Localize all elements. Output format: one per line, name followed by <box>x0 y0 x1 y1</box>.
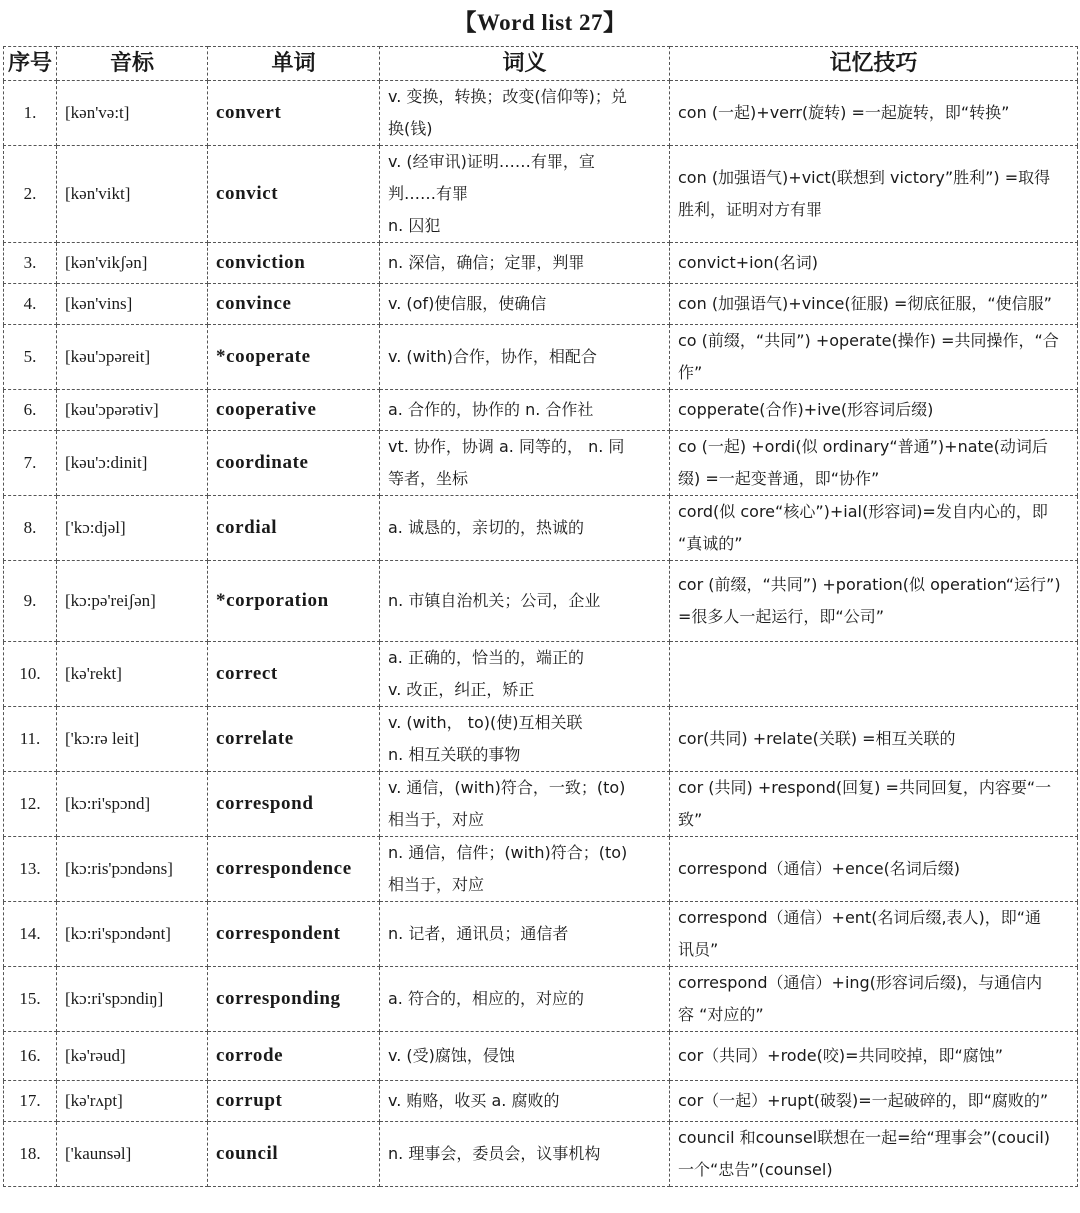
tip-line: 胜利，证明对方有罪 <box>678 200 823 219</box>
row-memory-tip <box>670 707 1078 772</box>
row-memory-tip <box>670 325 1078 390</box>
row-meaning <box>380 1122 670 1187</box>
row-index: 3. <box>4 243 57 284</box>
row-meaning <box>380 496 670 561</box>
table-row <box>4 146 1078 243</box>
meaning-line: n. 市镇自治机关；公司，企业 <box>388 591 601 610</box>
row-word: correlate <box>208 707 380 772</box>
row-memory-tip <box>670 967 1078 1032</box>
table-row <box>4 390 1078 431</box>
meaning-line: v. (受)腐蚀，侵蚀 <box>388 1046 515 1065</box>
row-phonetic: [kən'vikʃən] <box>57 243 208 284</box>
row-index: 12. <box>4 772 57 837</box>
meaning-line: 等者，坐标 <box>388 469 469 488</box>
row-meaning <box>380 1032 670 1081</box>
row-memory-tip <box>670 284 1078 325</box>
row-memory-tip <box>670 1081 1078 1122</box>
tip-line: 缀) =一起变普通，即“协作” <box>678 469 880 488</box>
row-word: convict <box>208 146 380 243</box>
table-row <box>4 561 1078 642</box>
page-title: 【Word list 27】 <box>453 10 627 35</box>
tip-line: con (一起)+verr(旋转) =一起旋转，即“转换” <box>678 103 1010 122</box>
row-memory-tip <box>670 837 1078 902</box>
row-memory-tip <box>670 431 1078 496</box>
meaning-line: 相当于，对应 <box>388 810 485 829</box>
tip-line: copperate(合作)+ive(形容词后缀) <box>678 400 934 419</box>
tip-line: convict+ion(名词) <box>678 253 818 272</box>
meaning-line: a. 正确的，恰当的，端正的 <box>388 648 584 667</box>
meaning-line: v. (of)使信服，使确信 <box>388 294 547 313</box>
tip-line: 容 “对应的” <box>678 1005 764 1024</box>
row-meaning <box>380 561 670 642</box>
row-word: cordial <box>208 496 380 561</box>
row-index: 16. <box>4 1032 57 1081</box>
row-phonetic: [kɔ:ri'spɔnd] <box>57 772 208 837</box>
row-meaning <box>380 902 670 967</box>
meaning-line: v. (经审讯)证明……有罪，宣 <box>388 152 595 171</box>
tip-line: cor（一起）+rupt(破裂)=一起破碎的，即“腐败的” <box>678 1091 1049 1110</box>
tip-line: =很多人一起运行，即“公司” <box>678 607 884 626</box>
meaning-line: v. (with)合作，协作，相配合 <box>388 347 597 366</box>
row-word: *cooperate <box>208 325 380 390</box>
row-memory-tip <box>670 496 1078 561</box>
row-word: corresponding <box>208 967 380 1032</box>
row-phonetic: [kən'və:t] <box>57 81 208 146</box>
table-row <box>4 642 1078 707</box>
row-index: 6. <box>4 390 57 431</box>
row-phonetic: ['kɔ:rə leit] <box>57 707 208 772</box>
row-index: 4. <box>4 284 57 325</box>
tip-line: “真诚的” <box>678 534 743 553</box>
row-index: 9. <box>4 561 57 642</box>
row-index: 8. <box>4 496 57 561</box>
meaning-line: v. (with， to)(使)互相关联 <box>388 713 583 732</box>
row-index: 15. <box>4 967 57 1032</box>
row-phonetic: ['kaunsəl] <box>57 1122 208 1187</box>
row-memory-tip <box>670 81 1078 146</box>
row-index: 17. <box>4 1081 57 1122</box>
row-meaning <box>380 146 670 243</box>
row-memory-tip <box>670 772 1078 837</box>
row-meaning <box>380 431 670 496</box>
table-row <box>4 243 1078 284</box>
row-word: coordinate <box>208 431 380 496</box>
row-index: 1. <box>4 81 57 146</box>
meaning-line: vt. 协作，协调 a. 同等的， n. 同 <box>388 437 625 456</box>
row-meaning <box>380 284 670 325</box>
row-word: correspondent <box>208 902 380 967</box>
row-word: conviction <box>208 243 380 284</box>
row-memory-tip <box>670 561 1078 642</box>
meaning-line: a. 符合的，相应的，对应的 <box>388 989 584 1008</box>
meaning-line: n. 囚犯 <box>388 216 441 235</box>
header-meaning: 词义 <box>380 47 670 81</box>
table-row <box>4 325 1078 390</box>
row-memory-tip <box>670 642 1078 707</box>
tip-line: cor (共同) +respond(回复) =共同回复，内容要“一 <box>678 778 1052 797</box>
row-index: 13. <box>4 837 57 902</box>
meaning-line: 相当于，对应 <box>388 875 485 894</box>
table-row <box>4 772 1078 837</box>
row-index: 11. <box>4 707 57 772</box>
header-word: 单词 <box>208 47 380 81</box>
tip-line: correspond（通信）+ence(名词后缀) <box>678 859 961 878</box>
table-row <box>4 1081 1078 1122</box>
word-list-table <box>3 46 1078 1187</box>
table-row <box>4 81 1078 146</box>
table-row <box>4 902 1078 967</box>
meaning-line: n. 深信，确信；定罪，判罪 <box>388 253 585 272</box>
row-memory-tip <box>670 1032 1078 1081</box>
row-index: 2. <box>4 146 57 243</box>
row-index: 18. <box>4 1122 57 1187</box>
row-phonetic: [kəu'ɔpəreit] <box>57 325 208 390</box>
row-phonetic: [kə'rʌpt] <box>57 1081 208 1122</box>
meaning-line: v. 通信，(with)符合，一致；(to) <box>388 778 626 797</box>
table-row <box>4 967 1078 1032</box>
row-memory-tip <box>670 1122 1078 1187</box>
row-phonetic: [kɔ:ri'spɔndiŋ] <box>57 967 208 1032</box>
row-phonetic: [kɔ:ri'spɔndənt] <box>57 902 208 967</box>
meaning-line: v. 贿赂，收买 a. 腐败的 <box>388 1091 560 1110</box>
row-phonetic: [kɔ:ris'pɔndəns] <box>57 837 208 902</box>
tip-line: 讯员” <box>678 940 719 959</box>
table-header-row <box>4 47 1078 81</box>
row-memory-tip <box>670 390 1078 431</box>
meaning-line: a. 诚恳的，亲切的，热诚的 <box>388 518 584 537</box>
meaning-line: v. 变换，转换；改变(信仰等)；兑 <box>388 87 627 106</box>
meaning-line: n. 记者，通讯员；通信者 <box>388 924 569 943</box>
row-meaning <box>380 243 670 284</box>
row-word: council <box>208 1122 380 1187</box>
tip-line: 作” <box>678 363 703 382</box>
tip-line: 一个“忠告”(counsel) <box>678 1160 833 1179</box>
tip-line: con (加强语气)+vince(征服) =彻底征服，“使信服” <box>678 294 1052 313</box>
row-phonetic: [kən'vins] <box>57 284 208 325</box>
table-row <box>4 1032 1078 1081</box>
tip-line: correspond（通信）+ing(形容词后缀)，与通信内 <box>678 973 1043 992</box>
meaning-line: n. 通信，信件；(with)符合；(to) <box>388 843 628 862</box>
tip-line: correspond（通信）+ent(名词后缀,表人)，即“通 <box>678 908 1042 927</box>
tip-line: cor（共同）+rode(咬)=共同咬掉，即“腐蚀” <box>678 1046 1004 1065</box>
row-meaning <box>380 642 670 707</box>
tip-line: cor(共同) +relate(关联) =相互关联的 <box>678 729 956 748</box>
meaning-line: 换(钱) <box>388 119 433 138</box>
row-phonetic: [kən'vikt] <box>57 146 208 243</box>
row-index: 5. <box>4 325 57 390</box>
table-row <box>4 707 1078 772</box>
table-row <box>4 496 1078 561</box>
tip-line: cord(似 core“核心”)+ial(形容词)=发自内心的，即 <box>678 502 1048 521</box>
table-row <box>4 431 1078 496</box>
tip-line: co (一起) +ordi(似 ordinary“普通”)+nate(动词后 <box>678 437 1048 456</box>
row-word: convert <box>208 81 380 146</box>
row-meaning <box>380 772 670 837</box>
row-phonetic: [kəu'ɔpərətiv] <box>57 390 208 431</box>
row-meaning <box>380 707 670 772</box>
meaning-line: n. 相互关联的事物 <box>388 745 521 764</box>
row-word: *corporation <box>208 561 380 642</box>
header-phonetic: 音标 <box>57 47 208 81</box>
meaning-line: a. 合作的，协作的 n. 合作社 <box>388 400 594 419</box>
row-index: 7. <box>4 431 57 496</box>
row-word: corrupt <box>208 1081 380 1122</box>
row-phonetic: [kə'rəud] <box>57 1032 208 1081</box>
row-meaning <box>380 1081 670 1122</box>
row-word: convince <box>208 284 380 325</box>
row-memory-tip <box>670 146 1078 243</box>
tip-line: con (加强语气)+vict(联想到 victory”胜利”) =取得 <box>678 168 1051 187</box>
meaning-line: v. 改正，纠正，矫正 <box>388 680 535 699</box>
row-meaning <box>380 967 670 1032</box>
row-meaning <box>380 390 670 431</box>
row-memory-tip <box>670 243 1078 284</box>
header-memory-tip: 记忆技巧 <box>670 47 1078 81</box>
row-word: cooperative <box>208 390 380 431</box>
tip-line: cor (前缀，“共同”) +poration(似 operation“运行”) <box>678 575 1061 594</box>
row-meaning <box>380 837 670 902</box>
tip-line: 致” <box>678 810 703 829</box>
table-row <box>4 1122 1078 1187</box>
row-phonetic: ['kɔ:djəl] <box>57 496 208 561</box>
meaning-line: n. 理事会，委员会，议事机构 <box>388 1144 601 1163</box>
row-memory-tip <box>670 902 1078 967</box>
row-word: correspond <box>208 772 380 837</box>
row-phonetic: [kəu'ɔ:dinit] <box>57 431 208 496</box>
row-word: corrode <box>208 1032 380 1081</box>
row-phonetic: [kɔ:pə'reiʃən] <box>57 561 208 642</box>
meaning-line: 判……有罪 <box>388 184 469 203</box>
row-meaning <box>380 325 670 390</box>
table-row <box>4 837 1078 902</box>
tip-line: co (前缀，“共同”) +operate(操作) =共同操作，“合 <box>678 331 1059 350</box>
row-word: correspondence <box>208 837 380 902</box>
row-index: 14. <box>4 902 57 967</box>
table-row <box>4 284 1078 325</box>
row-meaning <box>380 81 670 146</box>
row-word: correct <box>208 642 380 707</box>
row-phonetic: [kə'rekt] <box>57 642 208 707</box>
row-index: 10. <box>4 642 57 707</box>
tip-line: council 和counsel联想在一起=给“理事会”(coucil) <box>678 1128 1051 1147</box>
header-index: 序号 <box>4 47 57 81</box>
